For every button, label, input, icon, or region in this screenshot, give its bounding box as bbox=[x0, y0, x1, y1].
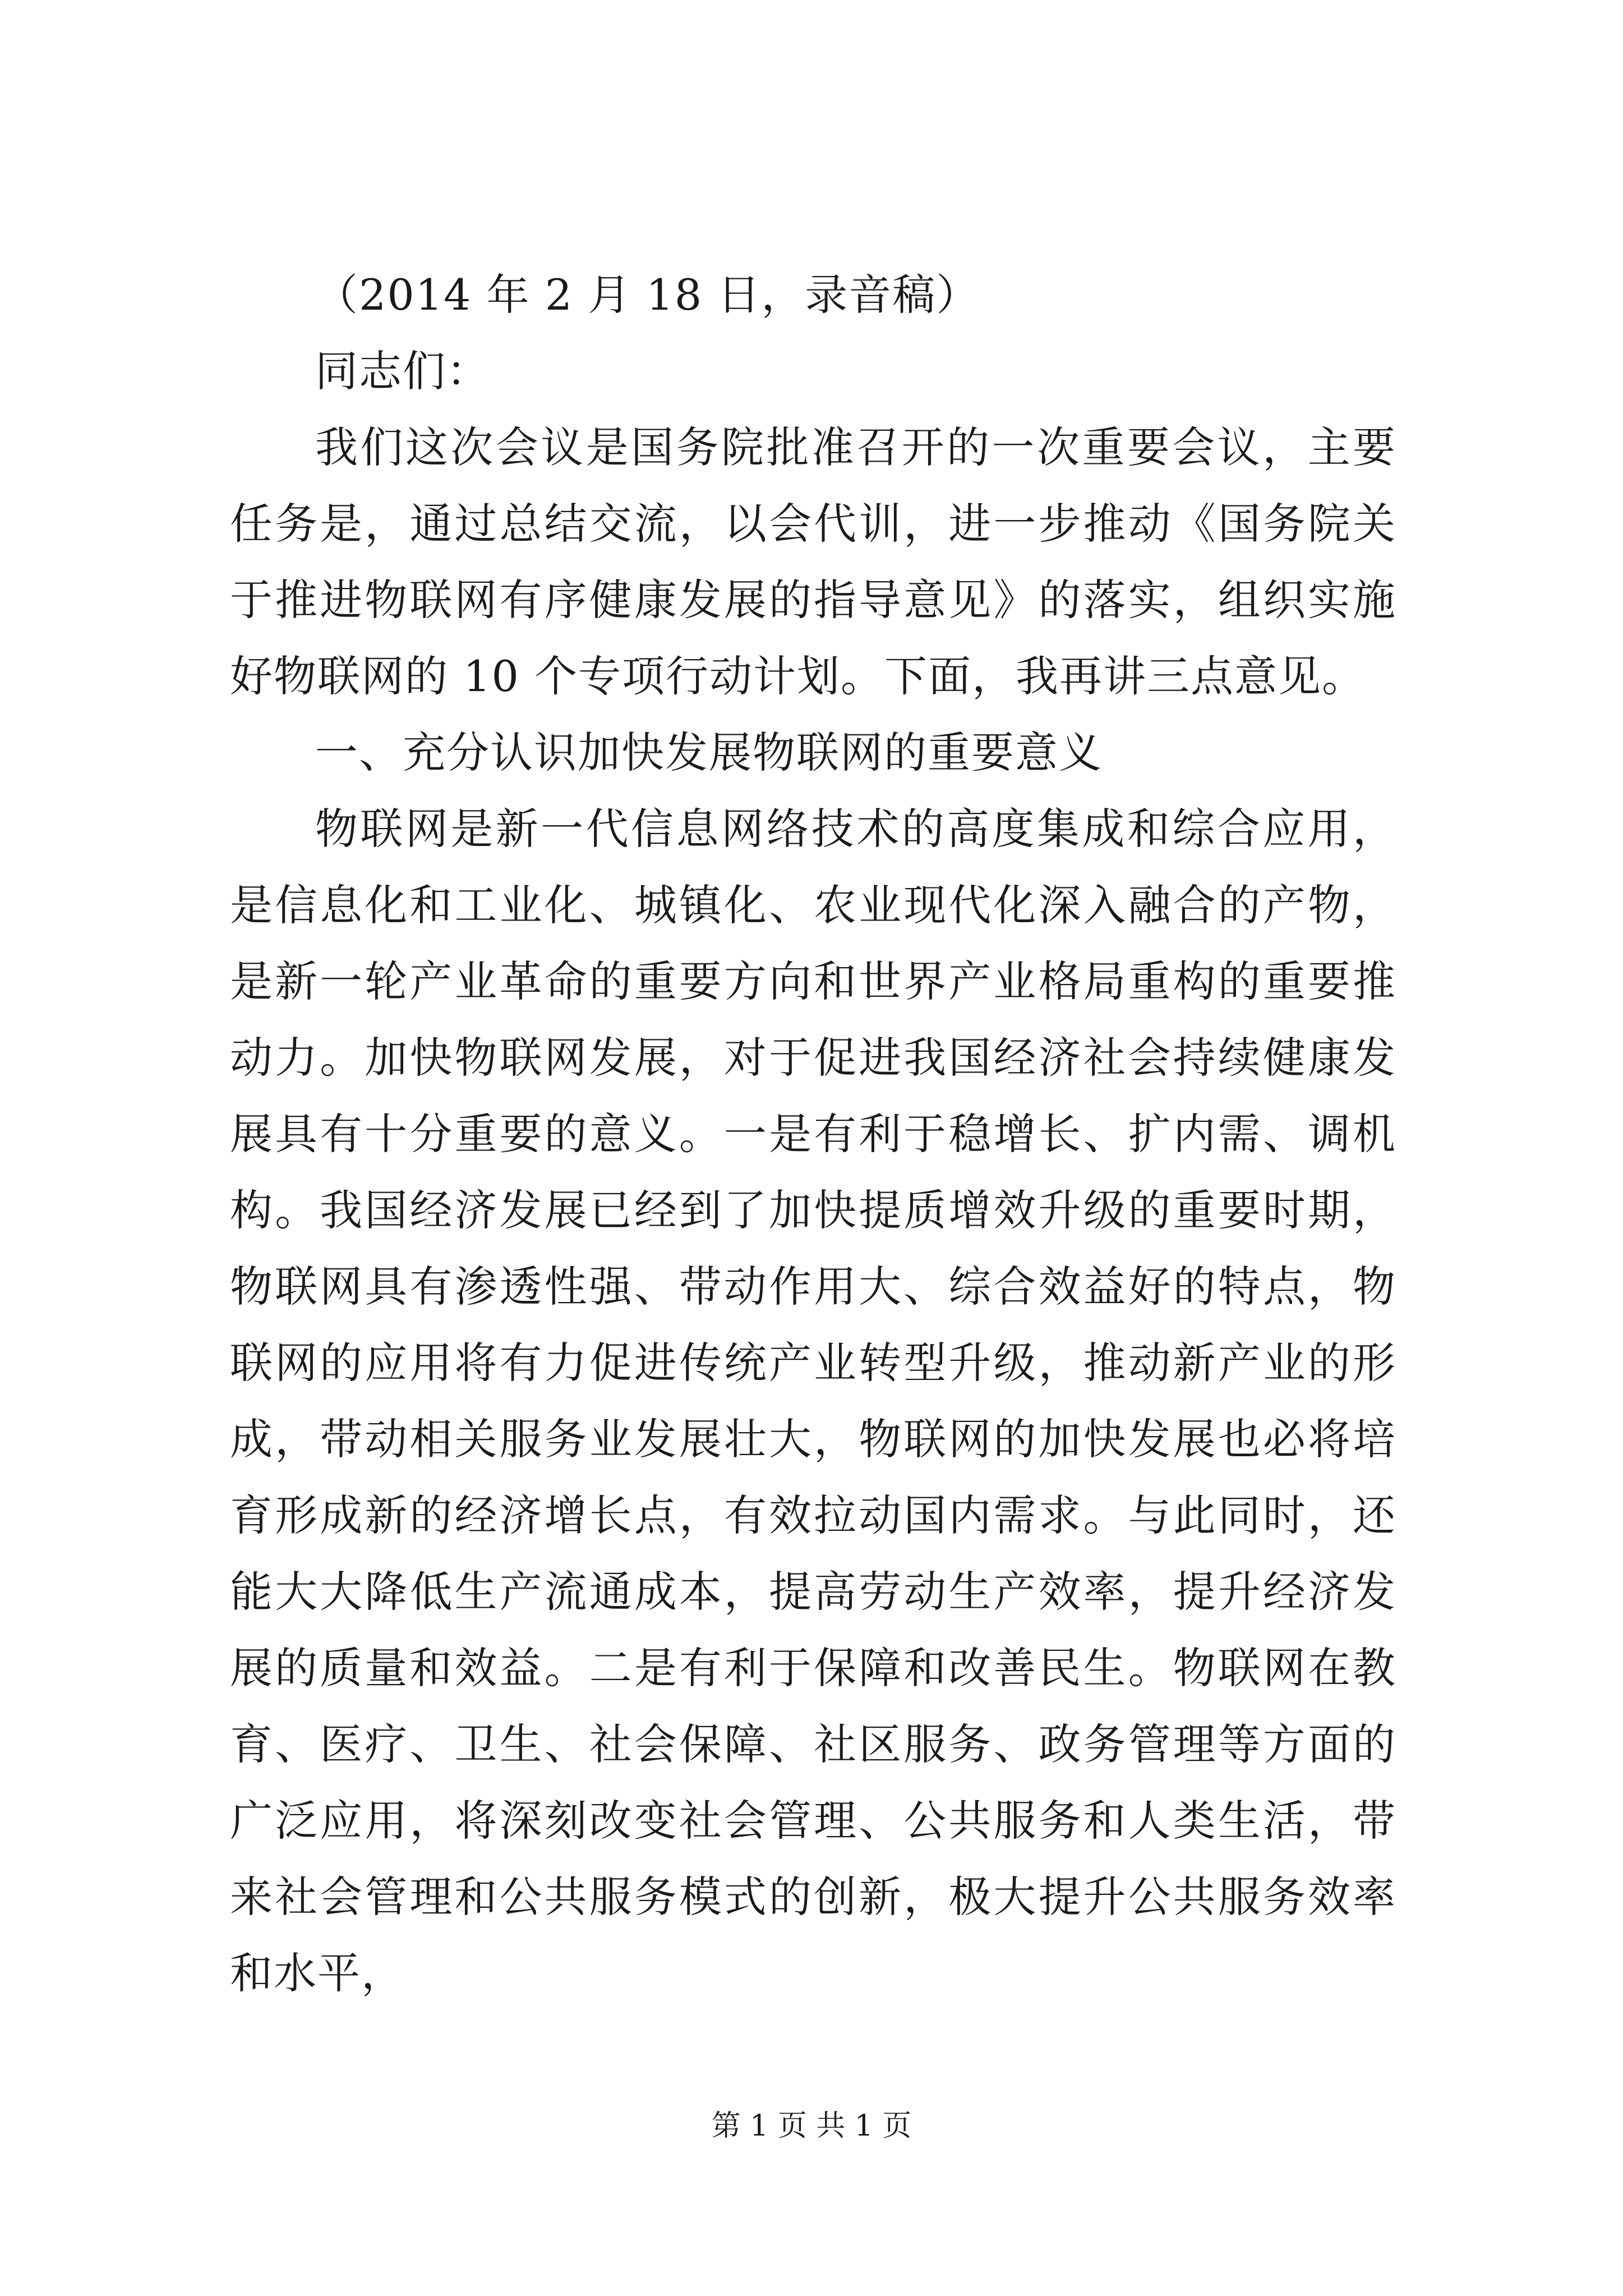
intro-paragraph: 我们这次会议是国务院批准召开的一次重要会议，主要任务是，通过总结交流，以会代训，进一步推动《国务院关于推进物联网有序健康发展的指导意见》的落实，组织实施好物联网的 10 个专项行动计划。下面，我再讲三点意见。 bbox=[230, 422, 1396, 701]
date-note: （2014 年 2 月 18 日，录音稿） bbox=[315, 270, 980, 320]
section-heading: 一、充分认识加快发展物联网的重要意义 bbox=[315, 728, 1103, 777]
body-paragraph: 物联网是新一代信息网络技术的高度集成和综合应用，是信息化和工业化、城镇化、农业现代化深入融合的产物，是新一轮产业革命的重要方向和世界产业格局重构的重要推动力。加快物联网发展，对于促进我国经济社会持续健康发展具有十分重要的意义。一是有利于稳增长、扩内需、调机构。我国经济发展已经到了加快提质增效升级的重要时期，物联网具有渗透性强、带动作用大、综合效益好的特点，物联网的应用将有力促进传统产业转型升级，推动新产业的形成，带动相关服务业发展壮大，物联网的加快发展也必将培育形成新的经济增长点，有效拉动国内需求。与此同时，还能大大降低生产流通成本，提高劳动生产效率，提升经济发展的质量和效益。二是有利于保障和改善民生。物联网在教育、医疗、卫生、社会保障、社区服务、政务管理等方面的广泛应用，将深刻改变社会管理、公共服务和人类生活，带来社会管理和公共服务模式的创新，极大提升公共服务效率和水平， bbox=[230, 804, 1396, 1998]
salutation: 同志们： bbox=[315, 346, 490, 396]
document-body bbox=[230, 257, 1396, 2012]
page-footer: 第 1 页 共 1 页 bbox=[711, 2109, 912, 2143]
